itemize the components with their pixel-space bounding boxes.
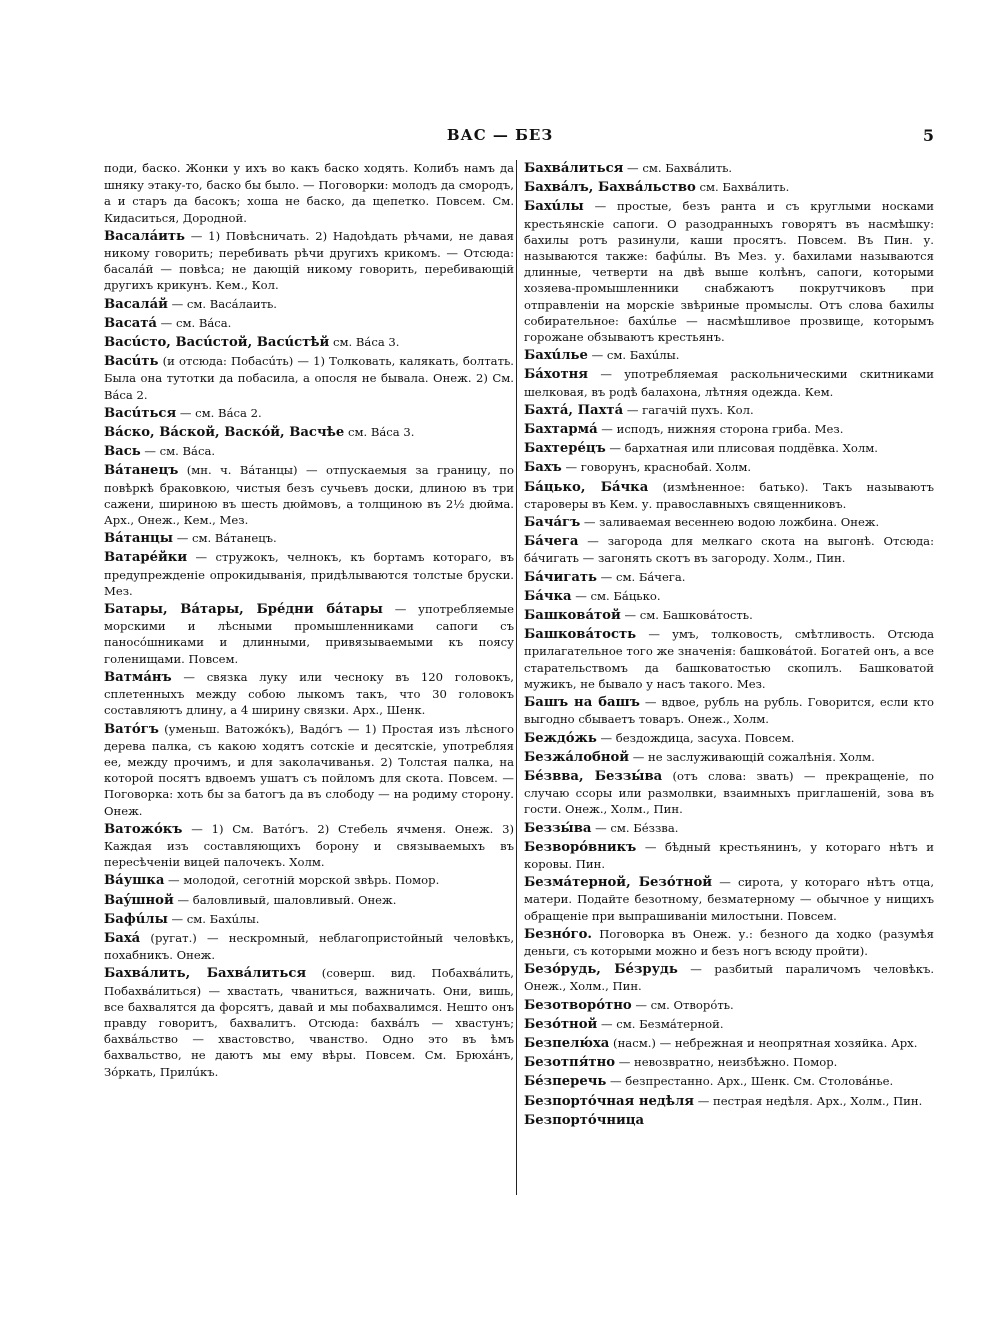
entry-definition: — связка луку или чесноку въ 120 головокъ, сплетенныхъ между собою лыкомъ такъ, что 30 головокъ составляютъ длину, а 4 ширину связки. Арх., Шенк. (104, 669, 514, 718)
entry-definition: (насм.) — небрежная и неопрятная хозяйка. Арх. (609, 1035, 918, 1050)
dictionary-entry (104, 821, 514, 871)
dictionary-entry (524, 926, 934, 959)
entry-headword: Ваýшной (104, 892, 174, 908)
dictionary-entry (104, 443, 514, 460)
entry-headword: Безнóго. (524, 926, 592, 942)
entry-headword: Безóтной (524, 1016, 598, 1032)
entry-headword: Беззы́ва (524, 820, 592, 836)
entry-headword: Ватарéйки (104, 550, 188, 566)
entry-headword: Вáтанцы (104, 531, 174, 547)
entry-headword: Вáтанецъ (104, 463, 179, 479)
dictionary-entry (524, 459, 934, 476)
entry-definition: — стружокъ, челнокъ, къ бортамъ котораго, въ предупрежденіе опрокидыванія, придѣлываются толстые бруски. Мез. (104, 550, 514, 598)
entry-headword: Бáцько, Бáчка (524, 479, 649, 495)
entry-definition: — употребляемая раскольническими скитниками шелковая, въ родѣ балахона, лѣтняя одежда. Кем. (524, 367, 934, 399)
entry-definition: — см. Васáлаить. (167, 296, 277, 311)
entry-definition: поди, баско. Жонки у ихъ во какъ баско ходять. Колибъ намъ да шняку этаку-то, баско бы было. — Поговорки: молодъ да смородъ, а и старъ да басокъ; хоша не баско, да щепетко. Повсем. См. Кидаситься, Дородной. (104, 161, 514, 225)
entry-definition: (ругат.) — нескромный, неблагопристойный человѣкъ, похабникъ. Онеж. (104, 930, 514, 963)
entry-headword: Бахъ (524, 460, 562, 476)
dictionary-entry (524, 514, 934, 531)
entry-definition: — см. Бáцько. (571, 588, 661, 603)
dictionary-entry (524, 179, 934, 196)
dictionary-entry (524, 1073, 934, 1090)
dictionary-entry (524, 1035, 934, 1052)
entry-headword: Башковáтой (524, 608, 621, 624)
entry-headword: Бахúлы (524, 199, 584, 215)
entry-headword: Беждóжь (524, 730, 597, 746)
dictionary-entry (524, 607, 934, 624)
dictionary-entry (524, 626, 934, 692)
dictionary-entry (104, 911, 514, 928)
entry-definition: — исподъ, нижняя сторона гриба. Мез. (597, 422, 844, 437)
dictionary-entry (524, 749, 934, 766)
dictionary-entry (524, 874, 934, 924)
entry-headword: Бáхотня (524, 367, 589, 383)
entry-definition: (и отсюда: Побасúть) — 1) Толковать, калякать, болтать. Была она тутотки да побасила, а опосля не бывала. Онеж. 2) См. Вáса 2. (104, 354, 514, 402)
entry-headword: Бахвáлить, Бахвáлиться (104, 966, 307, 982)
entry-definition: (измѣненное: батько). Такъ называютъ староверы въ Кем. у. православныхъ священниковъ. (524, 479, 934, 511)
dictionary-entry (524, 730, 934, 747)
entry-definition: — см. Башковáтость. (620, 608, 753, 623)
dictionary-entry (524, 588, 934, 605)
entry-headword: Бéзвва, Беззы́ва (524, 768, 663, 784)
entry-definition: — см. Вáса 2. (176, 405, 262, 420)
entry-headword: Вась (104, 444, 141, 460)
dictionary-entry (524, 421, 934, 438)
dictionary-entry (524, 694, 934, 727)
dictionary-entry (524, 768, 934, 818)
dictionary-entry (524, 402, 934, 419)
entry-headword: Безотворóтно (524, 997, 632, 1013)
entry-headword: Бáчега (524, 534, 579, 550)
entry-headword: Бáчка (524, 588, 572, 604)
entry-definition: — молодой, сеготній морской звѣрь. Помор. (164, 873, 440, 888)
entry-headword: Батары, Вáтары, Брéдни бáтары (104, 602, 383, 618)
entry-headword: Вáско, Вáской, Васкóй, Васчѣе (104, 425, 345, 441)
entry-headword: Вáушка (104, 873, 165, 889)
entry-headword: Безотпя́тно (524, 1055, 616, 1071)
entry-headword: Бахвáлъ, Бахвáльство (524, 180, 696, 196)
entry-definition: — см. Бахúлы. (587, 348, 680, 363)
entry-definition: — невозвратно, неизбѣжно. Помор. (615, 1055, 838, 1070)
entry-definition: — см. Вáса. (140, 444, 216, 459)
entry-definition: Поговорка въ Онеж. у.: безного да ходко (разумѣя деньги, съ которыми можно и безъ ногъ всюду пройти). (524, 926, 934, 958)
dictionary-entry (104, 228, 514, 294)
dictionary-entry (104, 965, 514, 1079)
entry-definition: см. Вáса 3. (329, 335, 400, 350)
entry-headword: Васúсто, Васúстой, Васúстѣй (104, 335, 330, 351)
left-column (104, 160, 514, 1082)
entry-headword: Бахá (104, 930, 141, 946)
dictionary-entry (104, 530, 514, 547)
dictionary-entry (524, 961, 934, 994)
entry-definition: — см. Бахвáлить. (623, 161, 733, 175)
page-number: 5 (922, 126, 934, 145)
dictionary-entry (524, 820, 934, 837)
entry-headword: Васúться (104, 405, 177, 421)
entry-definition: — разбитый параличомъ человѣкъ. Онеж., Холм., Пин. (524, 962, 935, 994)
dictionary-entry (524, 440, 934, 457)
dictionary-entry (104, 405, 514, 422)
entry-headword: Ватмáнъ (104, 669, 172, 685)
dictionary-entry (104, 424, 514, 441)
dictionary-entry (104, 721, 514, 819)
entry-definition: — см. Вáтанецъ. (173, 531, 277, 546)
entry-headword: Бахтá, Пахтá (524, 402, 624, 418)
page-header (0, 126, 1000, 148)
dictionary-entry (524, 347, 934, 364)
entry-headword: Башъ на башъ (524, 695, 640, 711)
entry-headword: Безворóвникъ (524, 839, 637, 855)
dictionary-entry (104, 334, 514, 351)
entry-headword: Безпортóчница (524, 1112, 645, 1128)
dictionary-entry (524, 533, 934, 566)
entry-definition: — см. Бáчега. (597, 569, 686, 584)
entry-headword: Безжáлобной (524, 749, 630, 765)
dictionary-entry (104, 930, 514, 963)
entry-headword: Безпелю́ха (524, 1035, 610, 1051)
entry-headword: Васатá (104, 315, 157, 331)
entry-definition: (соверш. вид. Побахвáлить, Побахвáлиться) — хвастать, чваниться, важничать. Они, вишь, все бахвалятся да форсятъ, давай и мы побахвалимся. Нешто онъ правду говоритъ, бахвалитъ. Отсюда: бахвáлъ — хвастунъ; бахвáльство — хвастовство, чванство. Одно это въ ѣмъ бахвальство, не даютъ мы ему вѣры. Повсем. См. Брюхáнъ, Зóркать, Прилúкъ. (104, 966, 514, 1079)
entry-definition: — см. Бахúлы. (167, 911, 260, 926)
dictionary-entry (524, 1054, 934, 1071)
entry-headword: Бахтармá (524, 422, 598, 438)
dictionary-entry (104, 872, 514, 889)
entry-definition: — бездождица, засуха. Повсем. (596, 730, 795, 745)
entry-headword: Бáчигать (524, 569, 597, 585)
entry-headword: Васúть (104, 354, 159, 370)
right-column (524, 160, 934, 1131)
dictionary-entry (524, 1112, 934, 1129)
entry-definition: — бѣдный крестьянинъ, у котораго нѣтъ и коровы. Пин. (524, 839, 934, 871)
dictionary-entry (524, 160, 934, 177)
entry-headword: Ватóгъ (104, 721, 159, 737)
entry-definition: (уменьш. Ватожóкъ), Вадóгъ — 1) Простая изъ лѣсного дерева палка, съ какою ходятъ сотскіе и десятскіе, употребляя ее, между прочимъ, и для заколачиванья. 2) Толстая палка, на которой посятъ вдвоемъ ушатъ съ пойломъ для скота. Повсем. — Поговорка: хоть бы за батогъ да въ слободу — на родиму сторону. Онеж. (104, 721, 514, 818)
running-head: ВАС — БЕЗ (446, 126, 554, 144)
entry-definition: — умъ, толковость, смѣтливость. Отсюда прилагательное того же значенія: башковáтой. Богатей онъ, а все старательствомъ да башковатостью скопилъ. Башковатой мужикъ, не бывало у насъ такого. Мез. (524, 627, 934, 691)
dictionary-entry (524, 839, 934, 872)
entry-headword: Бачáгъ (524, 515, 581, 531)
entry-definition: см. Бахвáлить. (695, 180, 790, 195)
dictionary-entry (104, 296, 514, 313)
dictionary-entry (524, 1016, 934, 1033)
dictionary-entry (524, 479, 934, 512)
entry-definition: — говорунъ, краснобай. Холм. (561, 460, 752, 475)
entry-definition: — безпрестанно. Арх., Шенк. См. Столовáнье. (606, 1074, 894, 1089)
entry-definition: (отъ слова: звать) — прекращеніе, по случаю ссоры или размолвки, взаимныхъ приглашеній, зова въ гости. Онеж., Холм., Пин. (524, 768, 934, 817)
column-divider (516, 160, 517, 1195)
entry-headword: Бéзперечь (524, 1074, 607, 1090)
entry-headword: Безмáтерной, Безóтной (524, 875, 713, 891)
entry-headword: Башковáтость (524, 627, 637, 643)
entry-definition: — баловливый, шаловливый. Онеж. (173, 892, 397, 907)
dictionary-entry (104, 669, 514, 719)
entry-definition: — см. Отворóть. (631, 997, 734, 1012)
dictionary-entry (104, 315, 514, 332)
dictionary-entry (104, 353, 514, 403)
entry-definition: — заливаемая весеннею водою ложбина. Онеж. (580, 515, 880, 530)
entry-definition: — пестрая недѣля. Арх., Холм., Пин. (694, 1093, 923, 1108)
entry-definition: — 1) Повѣсничать. 2) Надоѣдать рѣчами, не давая никому говорить; перебивать рѣчи другихъ крикомъ. — Отсюда: басалáй — повѣса; не дающій никому говорить, перебивающій другихъ крикунъ. Кем., Кол. (104, 228, 514, 293)
entry-definition: — сирота, у котораго нѣтъ отца, матери. Подайте безотному, безматерному — обычное у нищихъ обращеніе при выпрашиваніи милостыни. Повсем. (524, 875, 935, 923)
entry-definition: — см. Вáса. (156, 315, 232, 330)
dictionary-entry (524, 198, 934, 345)
entry-definition: см. Вáса 3. (344, 425, 415, 440)
dictionary-entry (524, 1093, 934, 1110)
entry-headword: Бахтерéцъ (524, 441, 606, 457)
entry-definition: — см. Бéззва. (591, 820, 679, 835)
entry-headword: Васалáить (104, 228, 186, 244)
entry-definition: — загорода для мелкаго скота на выгонѣ. Отсюда: бáчигать — загонять скотъ въ загороду. Холм., Пин. (524, 534, 934, 566)
entry-headword: Бафúлы (104, 911, 168, 927)
dictionary-entry (104, 462, 514, 528)
dictionary-entry (524, 997, 934, 1014)
dictionary-entry (524, 366, 934, 399)
entry-definition: — не заслуживающій сожалѣнія. Холм. (629, 749, 875, 764)
entry-definition: — гагачій пухъ. Кол. (623, 402, 754, 417)
entry-headword: Безпортóчная недѣля (524, 1093, 695, 1109)
dictionary-entry (524, 569, 934, 586)
entry-headword: Бахвáлиться (524, 161, 624, 176)
entry-definition: — употребляемые морскими и лѣсными промышленниками сапоги съ паносóшниками и длинными, привязываемыми къ поясу голенищами. Повсем. (104, 602, 514, 666)
entry-definition: — см. Безмáтерной. (597, 1016, 724, 1031)
dictionary-entry (104, 892, 514, 909)
entry-headword: Ватожóкъ (104, 821, 183, 837)
entry-definition: — вдвое, рубль на рубль. Говорится, если кто выгодно сбываетъ товаръ. Онеж., Холм. (524, 695, 934, 727)
entry-headword: Васалáй (104, 296, 168, 312)
dictionary-entry (104, 601, 514, 667)
entry-definition: — 1) См. Ватóгъ. 2) Стебель ячменя. Онеж. 3) Каждая изъ составляющихъ борону и связываемыхъ въ пересѣченіи вицей палочекъ. Холм. (104, 821, 514, 870)
dictionary-entry (104, 549, 514, 599)
entry-definition: — простые, безъ ранта и съ круглыми носками крестьянскіе сапоги. О разодранныхъ говорятъ въ насмѣшку: бахилы ротъ разинули, каши просятъ. Повсем. Въ Пин. у. называются также: бафúлы. Въ Мез. у. бахилами называются длинные, четверти на двѣ выше колѣнъ, сапоги, которыми хозяева-промышленники снабжаютъ покрутчиковъ при отправленіи на морскіе звѣриные промыслы. Отъ слова бахилы собирательное: бахúлье — насмѣшливое прозвище, которымъ горожане обзываютъ крестьянъ. (524, 199, 934, 345)
entry-definition: — бархатная или плисовая поддёвка. Холм. (605, 441, 878, 456)
entry-definition: (мн. ч. Вáтанцы) — отпускаемыя за границу, по повѣркѣ браковкою, чистыя безъ сучьевъ доски, длиною въ три сажени, шириною въ шесть дюймовъ, а толщиною въ 2½ дюйма. Арх., Онеж., Кем., Мез. (104, 463, 514, 528)
entry-headword: Бахúлье (524, 348, 588, 364)
dictionary-entry (104, 160, 514, 226)
entry-headword: Безóрудь, Бéзрудь (524, 962, 678, 978)
